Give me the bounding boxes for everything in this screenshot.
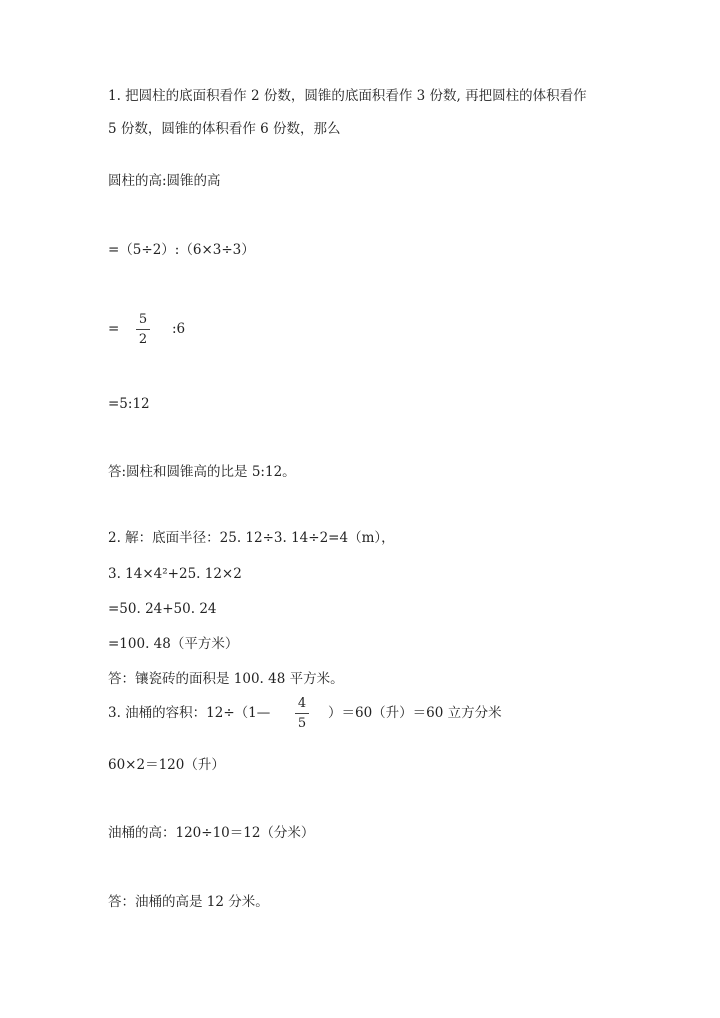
problem2-line2: 3. 14×4²+25. 12×2: [108, 566, 242, 582]
problem1-step1: =（5÷2）:（6×3÷3）: [108, 242, 255, 258]
problem2-line1: 2. 解：底面半径：25. 12÷3. 14÷2=4（m），: [108, 530, 395, 546]
problem2-answer: 答：镶瓷砖的面积是 100. 48 平方米。: [108, 671, 344, 687]
problem1-step2-prefix: =: [108, 321, 120, 337]
problem1-answer: 答:圆柱和圆锥高的比是 5:12。: [108, 464, 296, 480]
problem3-line1-fraction: [295, 696, 309, 731]
fraction-bar: [136, 329, 150, 330]
problem3-line1-suffix: ）＝60（升）＝60 立方分米: [328, 705, 502, 721]
fraction-numerator: 4: [297, 696, 307, 711]
fraction-denominator: 5: [297, 716, 307, 731]
problem1-line2: 5 份数，圆锥的体积看作 6 份数，那么: [108, 121, 341, 137]
problem2-line4: =100. 48（平方米）: [108, 636, 239, 652]
problem3-answer: 答：油桶的高是 12 分米。: [108, 894, 269, 910]
problem1-ratio-label: 圆柱的高:圆锥的高: [108, 173, 221, 189]
fraction-numerator: 5: [138, 312, 148, 327]
fraction-bar: [295, 713, 309, 714]
problem3-line2: 60×2＝120（升）: [108, 757, 225, 773]
problem1-line1: 1. 把圆柱的底面积看作 2 份数，圆锥的底面积看作 3 份数, 再把圆柱的体积看作: [108, 88, 587, 104]
problem1-step2-suffix: :6: [172, 321, 186, 337]
problem2-line3: =50. 24+50. 24: [108, 601, 217, 617]
problem1-step3: =5:12: [108, 396, 150, 412]
problem3-line1-prefix: 3. 油桶的容积：12÷（1—: [108, 705, 271, 721]
fraction-denominator: 2: [138, 332, 148, 347]
problem3-line3: 油桶的高：120÷10＝12（分米）: [108, 825, 315, 841]
problem1-step2-fraction: [136, 312, 150, 347]
